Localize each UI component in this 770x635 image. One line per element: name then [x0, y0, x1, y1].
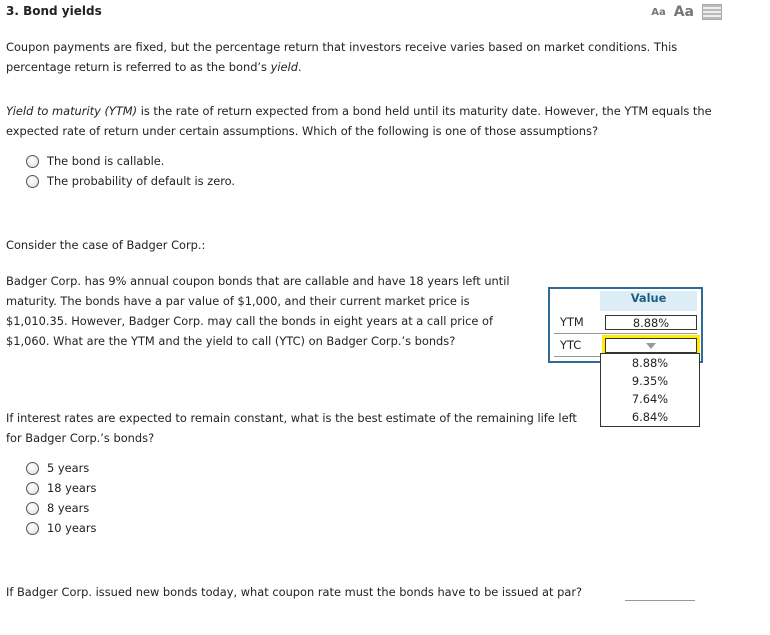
scenario-paragraph: Badger Corp. has 9% annual coupon bonds that are callable and have 18 years left until maturity. The bonds have a par value of $1,000, and their current market price is $1,010.35. However, Badger Corp. may call the bonds in eight years at a call price of $1,060. What are the YTM and the yield to call (YTC) on Badger Corp.’s bonds?	[6, 274, 510, 348]
dropdown-option[interactable]: 9.35%	[631, 374, 669, 388]
text-larger-button[interactable]: Aa	[673, 4, 694, 20]
ytm-value: 8.88%	[605, 315, 697, 330]
question-coupon-rate: If Badger Corp. issued new bonds today, what coupon rate must the bonds have to be issued at par?	[6, 585, 583, 599]
section-title: 3. Bond yields	[6, 4, 102, 18]
radio-button[interactable]	[26, 522, 39, 535]
option-label: The bond is callable.	[47, 154, 165, 168]
radio-option[interactable]	[26, 518, 96, 538]
ytc-label: YTC	[560, 338, 582, 352]
radio-option[interactable]	[26, 151, 235, 171]
option-label: 5 years	[47, 461, 90, 475]
ytc-dropdown-list	[600, 353, 700, 427]
dropdown-option[interactable]: 6.84%	[631, 410, 669, 424]
intro-paragraph: Coupon payments are fixed, but the percentage return that investors receive varies based on market conditions. This percentage return is referred to as the bond’s yield.	[6, 40, 678, 74]
chevron-down-icon	[646, 343, 656, 349]
option-label: 18 years	[47, 481, 97, 495]
toolbar	[651, 4, 722, 20]
print-icon[interactable]	[702, 4, 722, 20]
ytm-label: YTM	[560, 315, 584, 329]
question-ytm: Yield to maturity (YTM) is the rate of return expected from a bond held until its maturity date. However, the YTM equals the expected rate of return under certain assumptions. Which of the following is one of those assumptions?	[6, 104, 712, 138]
radio-option[interactable]	[26, 171, 235, 191]
radio-button[interactable]	[26, 175, 39, 188]
option-label: 8 years	[47, 501, 90, 515]
question-remaining-life: If interest rates are expected to remain constant, what is the best estimate of the remaining life left for Badger Corp.’s bonds?	[6, 411, 577, 445]
yield-table	[548, 287, 703, 363]
radio-button[interactable]	[26, 482, 39, 495]
radio-button[interactable]	[26, 502, 39, 515]
ytc-select[interactable]	[605, 338, 697, 353]
radio-option[interactable]	[26, 498, 96, 518]
radio-option[interactable]	[26, 458, 96, 478]
radio-button[interactable]	[26, 462, 39, 475]
life-options	[26, 458, 96, 538]
dropdown-option[interactable]: 8.88%	[631, 356, 669, 370]
option-label: 10 years	[47, 521, 97, 535]
dropdown-option[interactable]: 7.64%	[631, 392, 669, 406]
radio-option[interactable]	[26, 478, 96, 498]
consider-text: Consider the case of Badger Corp.:	[6, 238, 206, 252]
value-header: Value	[600, 291, 697, 311]
ytm-options	[26, 151, 235, 191]
coupon-rate-answer-input[interactable]	[625, 600, 695, 601]
text-smaller-button[interactable]: Aa	[651, 6, 666, 18]
option-label: The probability of default is zero.	[47, 174, 236, 188]
radio-button[interactable]	[26, 155, 39, 168]
